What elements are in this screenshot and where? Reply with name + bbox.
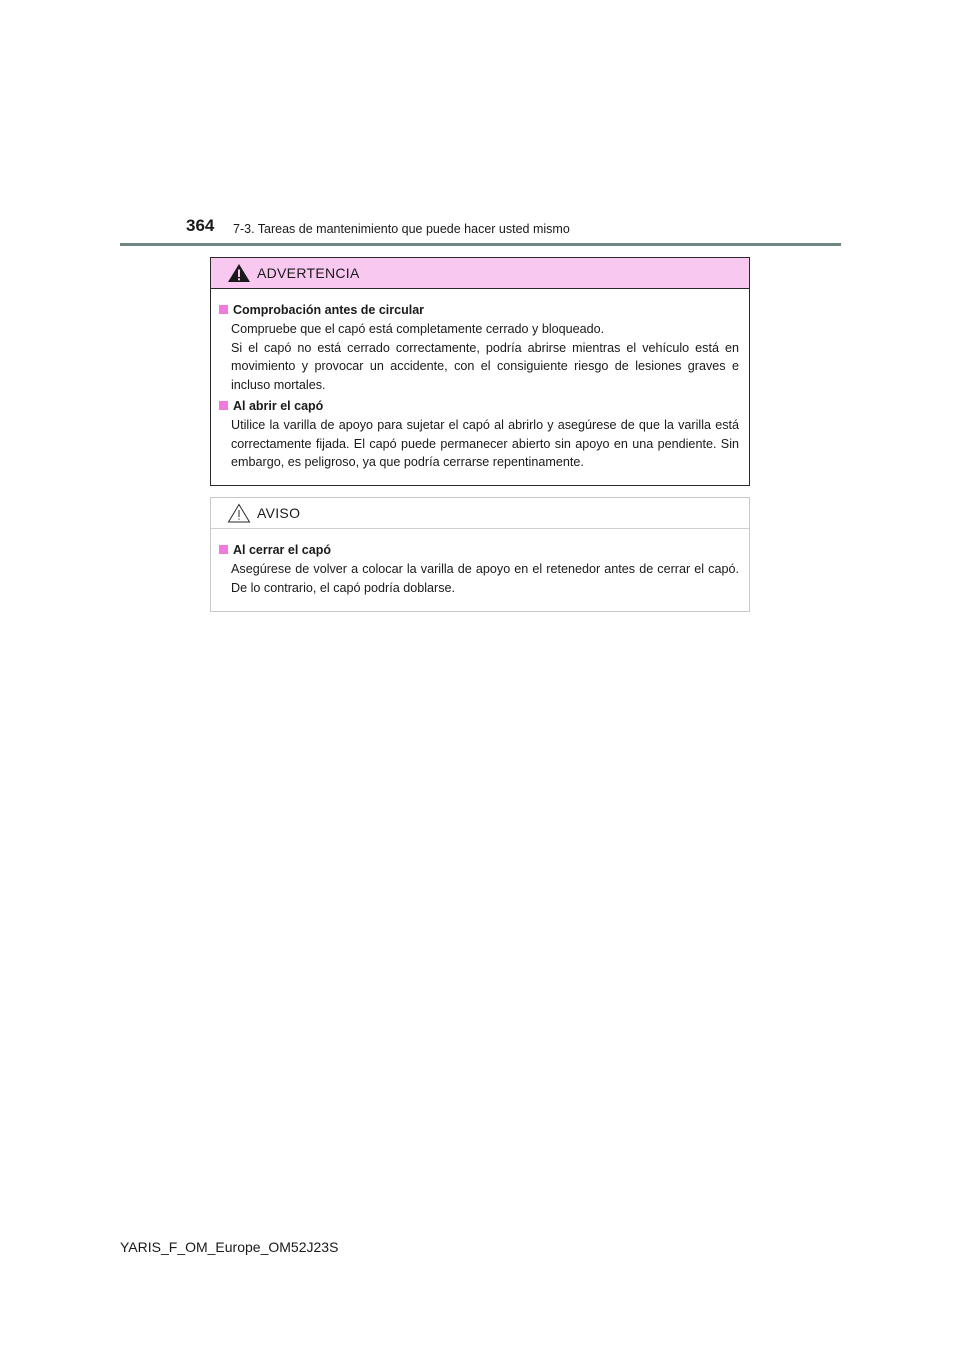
- item-title-text: Al abrir el capó: [233, 398, 324, 413]
- paragraph: Asegúrese de volver a colocar la varilla de apoyo en el retenedor antes de cerrar el capó. De lo contrario, el capó podría doblarse.: [231, 562, 739, 595]
- warning-header: [211, 258, 749, 289]
- header-rule: [120, 243, 841, 246]
- paragraph: Utilice la varilla de apoyo para sujetar el capó al abrirlo y asegúrese de que la varilla está correctamente fijada. El capó puede permanecer abierto sin apoyo en una pendiente. Sin embargo, es peligroso, ya que podría cerrarse repentinamente.: [231, 418, 739, 469]
- warning-item-text: [219, 416, 739, 472]
- square-bullet-icon: [219, 401, 228, 410]
- warning-item-title: [219, 397, 739, 414]
- warning-item-title: [219, 301, 739, 318]
- warning-item-text: [219, 320, 739, 394]
- warning-box: [210, 257, 750, 486]
- notice-box: [210, 497, 750, 612]
- item-title-text: Al cerrar el capó: [233, 542, 331, 557]
- warning-label: ADVERTENCIA: [257, 265, 360, 281]
- notice-label: AVISO: [257, 505, 301, 521]
- notice-item-title: [219, 541, 739, 558]
- footer-model-code: YARIS_F_OM_Europe_OM52J23S: [120, 1239, 339, 1255]
- paragraph: Si el capó no está cerrado correctamente, podría abrirse mientras el vehículo está en movimiento y provocar un accidente, con el consiguiente riesgo de lesiones graves e incluso mortales.: [231, 340, 739, 392]
- item-title-text: Comprobación antes de circular: [233, 302, 425, 317]
- square-bullet-icon: [219, 305, 228, 314]
- warning-triangle-icon: [227, 263, 251, 283]
- section-title: 7-3. Tareas de mantenimiento que puede hacer usted mismo: [233, 222, 570, 236]
- paragraph: Compruebe que el capó está completamente cerrado y bloqueado.: [231, 322, 605, 336]
- notice-item-text: [219, 560, 739, 597]
- caution-triangle-outline-icon: [227, 503, 251, 523]
- square-bullet-icon: [219, 545, 228, 554]
- page-number: 364: [186, 216, 215, 235]
- notice-header: [211, 498, 749, 529]
